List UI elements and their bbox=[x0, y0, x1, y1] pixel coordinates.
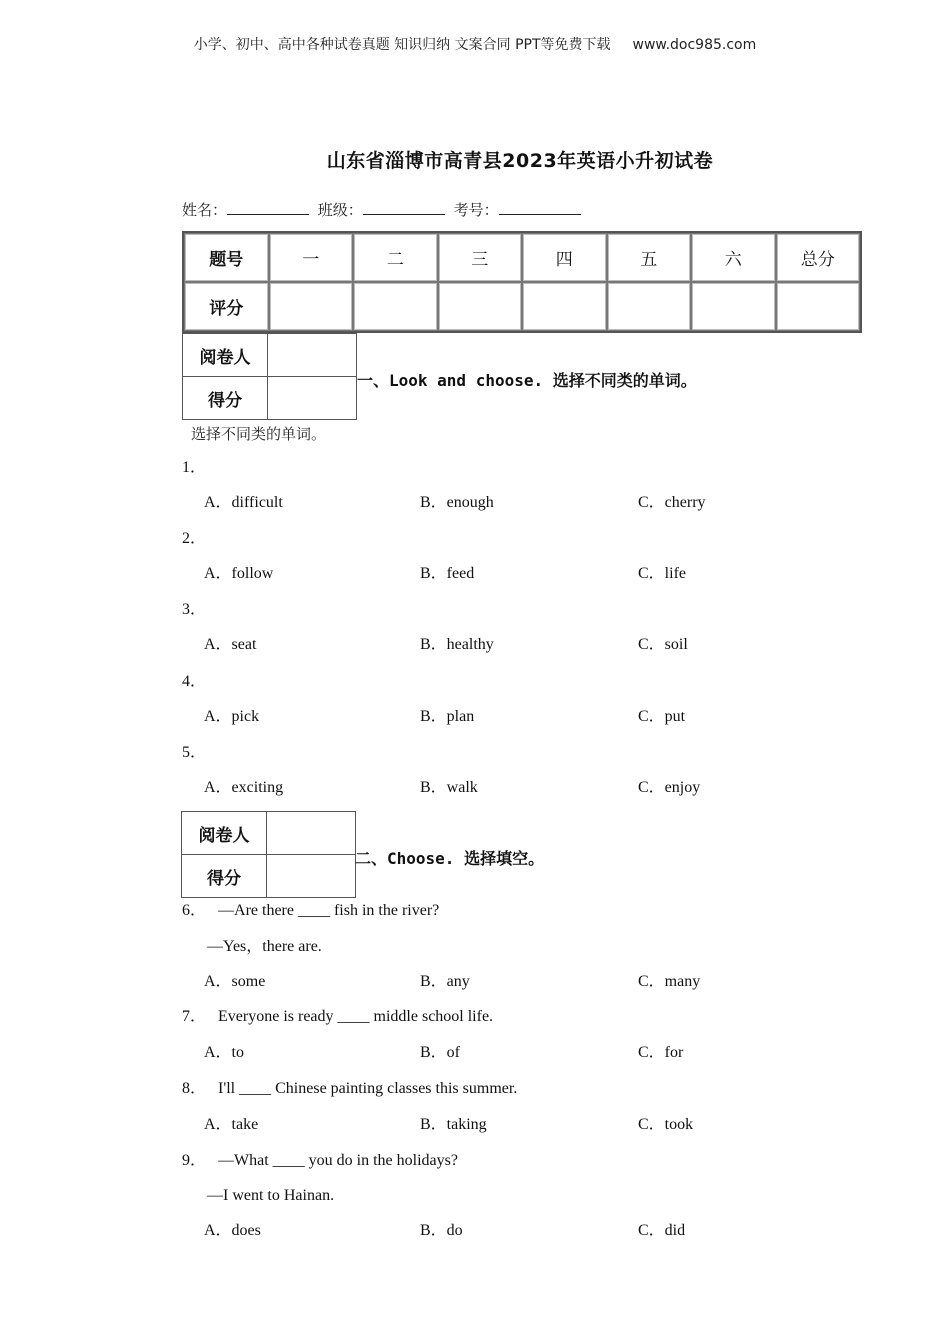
question-text: —Are there ____ fish in the river? bbox=[218, 902, 440, 919]
question-number: 6． bbox=[182, 902, 207, 919]
question-text-line-2: —I went to Hainan. bbox=[207, 1187, 335, 1204]
grader-score-row bbox=[182, 854, 355, 897]
option-c[interactable]: C．put bbox=[638, 708, 686, 725]
question-stem bbox=[182, 1079, 517, 1099]
section-2-title-zh: 选择填空。 bbox=[464, 849, 545, 868]
grader-reviewer-label: 阅卷人 bbox=[182, 812, 267, 854]
question-text: I'll ____ Chinese painting classes this summer. bbox=[218, 1080, 518, 1097]
score-cell-section-6: 六 bbox=[691, 233, 776, 282]
class-label: 班级： bbox=[317, 201, 363, 219]
question-text: Everyone is ready ____ middle school life. bbox=[218, 1008, 494, 1025]
score-input-1[interactable] bbox=[269, 282, 354, 331]
grader-score-value[interactable] bbox=[268, 377, 356, 419]
number-blank[interactable] bbox=[499, 200, 581, 215]
option-c[interactable]: C．life bbox=[638, 565, 686, 582]
option-b[interactable]: B．any bbox=[420, 973, 470, 990]
option-a[interactable]: A．follow bbox=[204, 565, 274, 582]
score-cell-section-4: 四 bbox=[522, 233, 607, 282]
exam-title: 山东省淄博市高青县2023年英语小升初试卷 bbox=[326, 150, 714, 172]
option-a[interactable]: A．pick bbox=[204, 708, 260, 725]
score-cell-section-2: 二 bbox=[353, 233, 438, 282]
name-label: 姓名： bbox=[182, 201, 228, 219]
section-1-instruction: 选择不同类的单词。 bbox=[191, 425, 327, 443]
grader-reviewer-value[interactable] bbox=[268, 334, 356, 376]
score-table bbox=[182, 231, 862, 333]
question-stem bbox=[182, 1007, 493, 1027]
grader-reviewer-row bbox=[182, 812, 355, 854]
section-2-title bbox=[355, 846, 544, 869]
grader-score-label: 得分 bbox=[183, 377, 268, 419]
score-cell-label: 题号 bbox=[184, 233, 269, 282]
number-label: 考号： bbox=[453, 201, 499, 219]
option-b[interactable]: B．enough bbox=[420, 494, 494, 511]
option-b[interactable]: B．of bbox=[420, 1044, 461, 1061]
option-a[interactable]: A．seat bbox=[204, 636, 257, 653]
grader-box-section-1 bbox=[182, 333, 357, 420]
score-row-label: 评分 bbox=[184, 282, 269, 331]
option-b[interactable]: B．do bbox=[420, 1222, 463, 1239]
question-stem bbox=[182, 901, 439, 921]
option-c[interactable]: C．cherry bbox=[638, 494, 706, 511]
grader-reviewer-label: 阅卷人 bbox=[183, 334, 268, 376]
score-cell-total: 总分 bbox=[776, 233, 861, 282]
grader-reviewer-row bbox=[183, 334, 356, 376]
class-blank[interactable] bbox=[363, 200, 445, 215]
score-table-score-row bbox=[184, 282, 860, 331]
option-c[interactable]: C．did bbox=[638, 1222, 686, 1239]
score-input-2[interactable] bbox=[353, 282, 438, 331]
score-cell-section-5: 五 bbox=[607, 233, 692, 282]
option-a[interactable]: A．does bbox=[204, 1222, 261, 1239]
option-c[interactable]: C．many bbox=[638, 973, 701, 990]
score-cell-section-1: 一 bbox=[269, 233, 354, 282]
question-number: 5． bbox=[182, 744, 207, 761]
page-header bbox=[0, 34, 950, 54]
option-a[interactable]: A．difficult bbox=[204, 494, 283, 511]
option-a[interactable]: A．to bbox=[204, 1044, 245, 1061]
question-number: 1． bbox=[182, 459, 207, 476]
section-2-title-en: 二、Choose. bbox=[355, 849, 455, 868]
option-b[interactable]: B．plan bbox=[420, 708, 475, 725]
score-input-6[interactable] bbox=[691, 282, 776, 331]
score-cell-section-3: 三 bbox=[438, 233, 523, 282]
question-text-line-2: —Yes，there are. bbox=[207, 938, 322, 955]
option-c[interactable]: C．for bbox=[638, 1044, 684, 1061]
section-1-title-zh: 选择不同类的单词。 bbox=[552, 371, 697, 390]
score-table-header-row bbox=[184, 233, 860, 282]
score-input-4[interactable] bbox=[522, 282, 607, 331]
question-number: 7． bbox=[182, 1008, 207, 1025]
grader-score-value[interactable] bbox=[267, 855, 355, 897]
section-1-title-en: 一、Look and choose. bbox=[357, 371, 544, 390]
score-input-5[interactable] bbox=[607, 282, 692, 331]
option-a[interactable]: A．exciting bbox=[204, 779, 284, 796]
question-stem bbox=[182, 1151, 458, 1171]
option-c[interactable]: C．soil bbox=[638, 636, 688, 653]
question-number: 4． bbox=[182, 673, 207, 690]
grader-score-row bbox=[183, 376, 356, 419]
option-a[interactable]: A．some bbox=[204, 973, 266, 990]
option-b[interactable]: B．walk bbox=[420, 779, 478, 796]
grader-reviewer-value[interactable] bbox=[267, 812, 355, 854]
option-c[interactable]: C．took bbox=[638, 1116, 694, 1133]
score-input-3[interactable] bbox=[438, 282, 523, 331]
option-b[interactable]: B．healthy bbox=[420, 636, 494, 653]
score-input-total[interactable] bbox=[776, 282, 861, 331]
header-tagline: 小学、初中、高中各种试卷真题 知识归纳 文案合同 PPT等免费下载 bbox=[193, 37, 611, 53]
section-1-title bbox=[357, 368, 697, 391]
question-number: 3． bbox=[182, 601, 207, 618]
question-text: —What ____ you do in the holidays? bbox=[218, 1152, 458, 1169]
grader-score-label: 得分 bbox=[182, 855, 267, 897]
option-b[interactable]: B．taking bbox=[420, 1116, 487, 1133]
option-c[interactable]: C．enjoy bbox=[638, 779, 701, 796]
question-number: 8． bbox=[182, 1080, 207, 1097]
header-site-link[interactable]: www.doc985.com bbox=[632, 37, 757, 53]
question-number: 2． bbox=[182, 530, 207, 547]
grader-box-section-2 bbox=[181, 811, 356, 898]
name-blank[interactable] bbox=[227, 200, 309, 215]
question-number: 9． bbox=[182, 1152, 207, 1169]
option-b[interactable]: B．feed bbox=[420, 565, 475, 582]
option-a[interactable]: A．take bbox=[204, 1116, 259, 1133]
student-info bbox=[182, 199, 585, 220]
